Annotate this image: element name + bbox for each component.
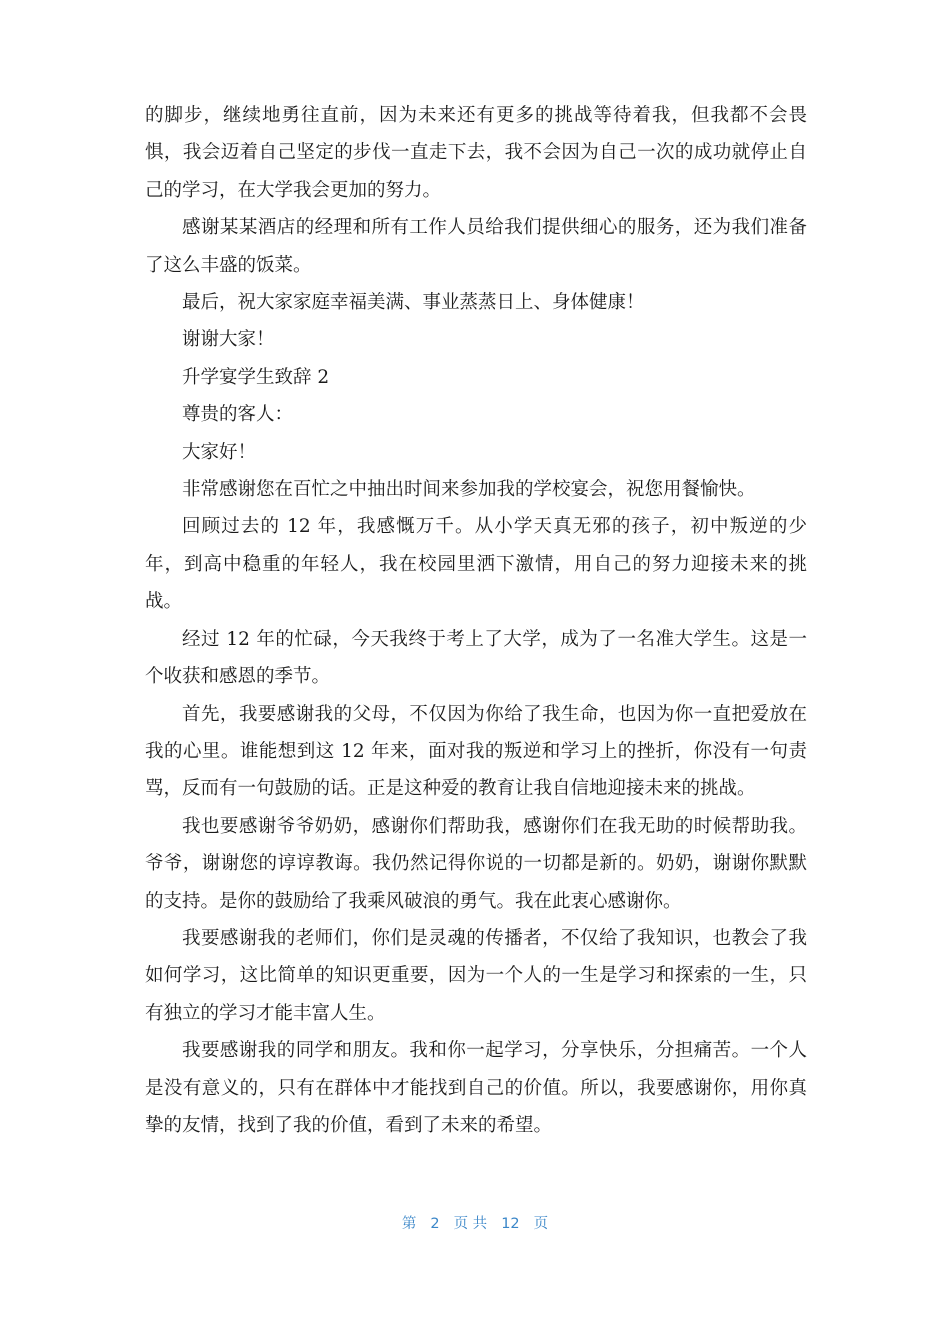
greeting: 大家好！ [182, 441, 257, 463]
paragraph-9: 回顾过去的 12 年，我感慨万千。从小学天真无邪的孩子，初中叛逆的少年，到高中稳重的年轻人，我在校园里洒下激情，用自己的努力迎接未来的挑战。 [145, 516, 807, 613]
paragraph-11: 首先，我要感谢我的父母，不仅因为你给了我生命，也因为你一直把爱放在我的心里。谁能想到这 12 年来，面对我的叛逆和学习上的挫折，你没有一句责骂，反而有一句鼓励的话。正是这种爱的教育让我自信地迎接未来的挑战。 [145, 703, 807, 800]
paragraph-12: 我也要感谢爷爷奶奶，感谢你们帮助我，感谢你们在我无助的时候帮助我。爷爷，谢谢您的谆谆教诲。我仍然记得你说的一切都是新的。奶奶，谢谢你默默的支持。是你的鼓励给了我乘风破浪的勇气。我在此衷心感谢你。 [145, 815, 807, 912]
paragraph-1: 的脚步，继续地勇往直前，因为未来还有更多的挑战等待着我，但我都不会畏惧，我会迈着自己坚定的步伐一直走下去，我不会因为自己一次的成功就停止自己的学习，在大学我会更加的努力。 [145, 105, 807, 201]
paragraph-3: 最后，祝大家家庭幸福美满、事业蒸蒸日上、身体健康！ [182, 292, 645, 314]
section-heading: 升学宴学生致辞 2 [182, 366, 330, 388]
footer-current-page: 2 [430, 1216, 440, 1232]
paragraph-2: 感谢某某酒店的经理和所有工作人员给我们提供细心的服务，还为我们准备了这么丰盛的饭菜。 [145, 217, 807, 276]
paragraph-14: 我要感谢我的同学和朋友。我和你一起学习，分享快乐，分担痛苦。一个人是没有意义的，只有在群体中才能找到自己的价值。所以，我要感谢你，用你真挚的友情，找到了我的价值，看到了未来的希望。 [145, 1040, 807, 1136]
document-body [145, 97, 807, 1144]
paragraph-8: 非常感谢您在百忙之中抽出时间来参加我的学校宴会，祝您用餐愉快。 [182, 479, 756, 501]
footer-middle: 页 共 [453, 1216, 488, 1232]
footer-prefix: 第 [401, 1216, 417, 1232]
page-footer [0, 1212, 950, 1233]
footer-suffix: 页 [533, 1216, 549, 1232]
paragraph-13: 我要感谢我的老师们，你们是灵魂的传播者，不仅给了我知识，也教会了我如何学习，这比简单的知识更重要，因为一个人的一生是学习和探索的一生，只有独立的学习才能丰富人生。 [145, 927, 807, 1024]
paragraph-10: 经过 12 年的忙碌，今天我终于考上了大学，成为了一名准大学生。这是一个收获和感恩的季节。 [145, 628, 807, 688]
paragraph-4: 谢谢大家！ [182, 329, 275, 351]
salutation: 尊贵的客人： [182, 404, 294, 426]
footer-total-pages: 12 [501, 1216, 520, 1232]
